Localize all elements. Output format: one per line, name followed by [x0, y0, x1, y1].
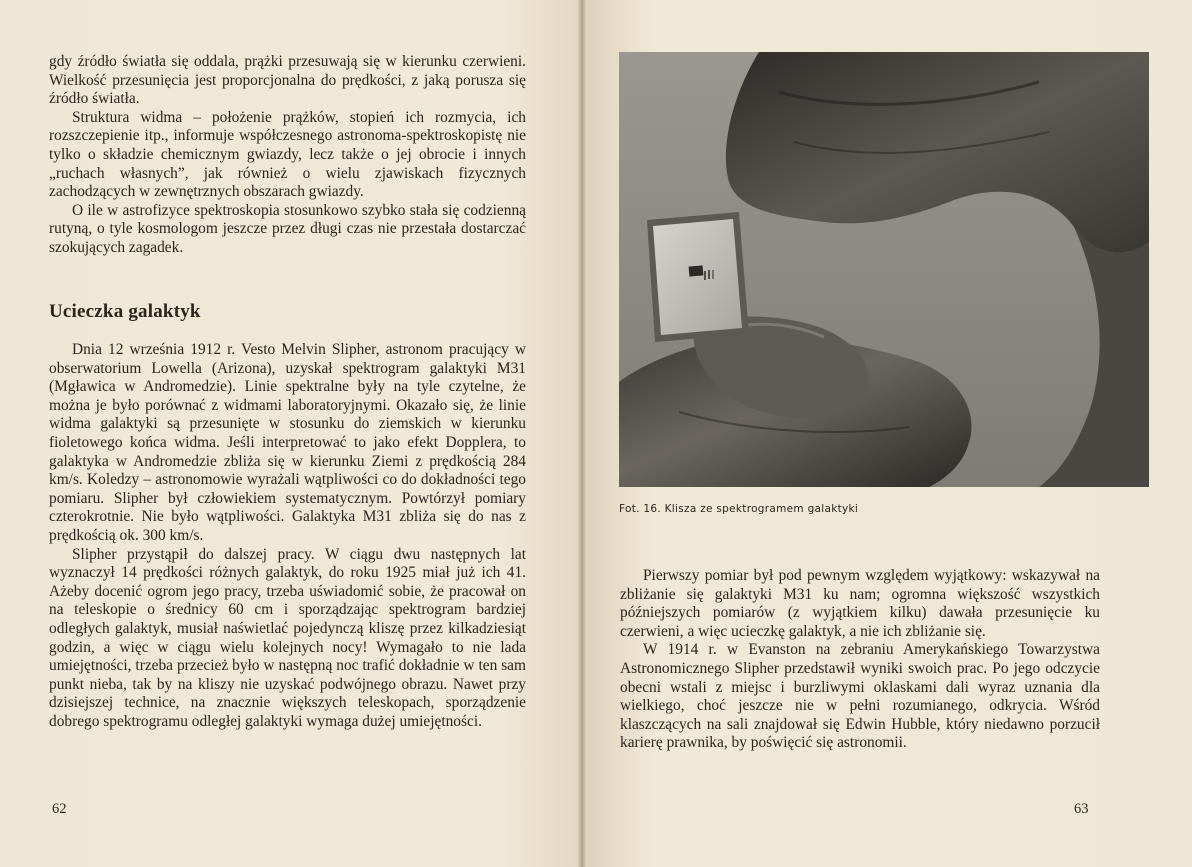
- book-gutter: [577, 0, 587, 867]
- left-page: [0, 0, 583, 867]
- paragraph: Dnia 12 września 1912 r. Vesto Melvin Slipher, astronom pracujący w obserwatorium Lowella (Arizona), uzyskał spektrogram galaktyki M31 (Mgławica w Andromedzie). Linie spektralne były na tyle czytelne, że można je było porównać z widmami laboratoryjnymi. Okazało się, że linie widma galaktyki są przesunięte w stosunku do ziemskich w kierunku fioletowego końca widma. Jeśli interpretować to jako efekt Dopplera, to galaktyka w Andromedzie zbliża się w kierunku Ziemi z prędkością 284 km/s. Koledzy – astronomowie wyrażali wątpliwości co do dokładności tego pomiaru. Slipher był człowiekiem systematycznym. Powtórzył pomiary czterokrotnie. Nie było wątpliwości. Galaktyka M31 zbliża się do nas z prędkością ok. 300 km/s.: [49, 341, 526, 544]
- left-body-text: [49, 341, 526, 731]
- photo-illustration: [619, 52, 1149, 487]
- paragraph: O ile w astrofizyce spektroskopia stosunkowo szybko stała się codzienną rutyną, o tyle kosmologom jeszcze przez długi czas nie przestała dostarczać szokujących zagadek.: [49, 201, 526, 256]
- page-number-left: 62: [52, 801, 67, 817]
- paragraph: W 1914 r. w Evanston na zebraniu Amerykańskiego Towarzystwa Astronomicznego Slipher przedstawił wyniki swoich prac. Po jego odczycie obecni wstali z miejsc i burzliwymi oklaskami dali wyraz uznania dla wielkiego, choć jeszcze nie w pełni rozumianego, odkrycia. Wśród klaszczących na sali znajdował się Edwin Hubble, który niedawno porzucił karierę prawnika, by poświęcić się astronomii.: [620, 641, 1100, 752]
- paragraph: Pierwszy pomiar był pod pewnym względem wyjątkowy: wskazywał na zbliżanie się galaktyki M31 ku nam; ogromna większość wszystkich późniejszych pomiarów (z wyjątkiem kilku) dawała przesunięcie ku czerwieni, a więc ucieczkę galaktyk, a nie ich zbliżanie się.: [620, 567, 1100, 640]
- right-body-text: [620, 567, 1100, 753]
- paragraph: Struktura widma – położenie prążków, stopień ich rozmycia, ich rozszczepienie itp., informuje współczesnego astronoma-spektroskopistę nie tylko o składzie chemicznym gwiazdy, lecz także o jej obrocie i innych „ruchach własnych”, jak również o wielu zjawiskach fizycznych zachodzących w zewnętrznych obszarach gwiazdy.: [49, 108, 526, 201]
- right-page: [583, 0, 1192, 867]
- left-top-text: [49, 53, 526, 258]
- photo-spectrogram-plate: [619, 52, 1149, 487]
- figure-caption: Fot. 16. Klisza ze spektrogramem galaktyki: [619, 503, 859, 515]
- paragraph: Slipher przystąpił do dalszej pracy. W ciągu dwu następnych lat wyznaczył 14 prędkości różnych galaktyk, do roku 1925 miał już ich 41. Ażeby docenić ogrom jego pracy, trzeba uświadomić sobie, że pracował on na teleskopie o średnicy 60 cm i sporządzając spektrogram bardziej odległych galaktyk, musiał naświetlać pojedynczą kliszę przez kilkadziesiąt godzin, a więc w ciągu wielu kolejnych nocy! Wymagało to nie lada umiejętności, trzeba przecież było w następną noc trafić dokładnie w ten sam punkt nieba, tak by na kliszy nie uzyskać podwójnego obrazu. Nawet przy dzisiejszej technice, na znacznie większych teleskopach, sporządzenie dobrego spektrogramu odległej galaktyki wymaga dużej umiejętności.: [49, 545, 526, 730]
- section-heading: Ucieczka galaktyk: [49, 301, 201, 322]
- page-number-right: 63: [1074, 801, 1089, 817]
- paragraph: gdy źródło światła się oddala, prążki przesuwają się w kierunku czerwieni. Wielkość przesunięcia jest proporcjonalna do prędkości, z jaką porusza się źródło światła.: [49, 53, 526, 108]
